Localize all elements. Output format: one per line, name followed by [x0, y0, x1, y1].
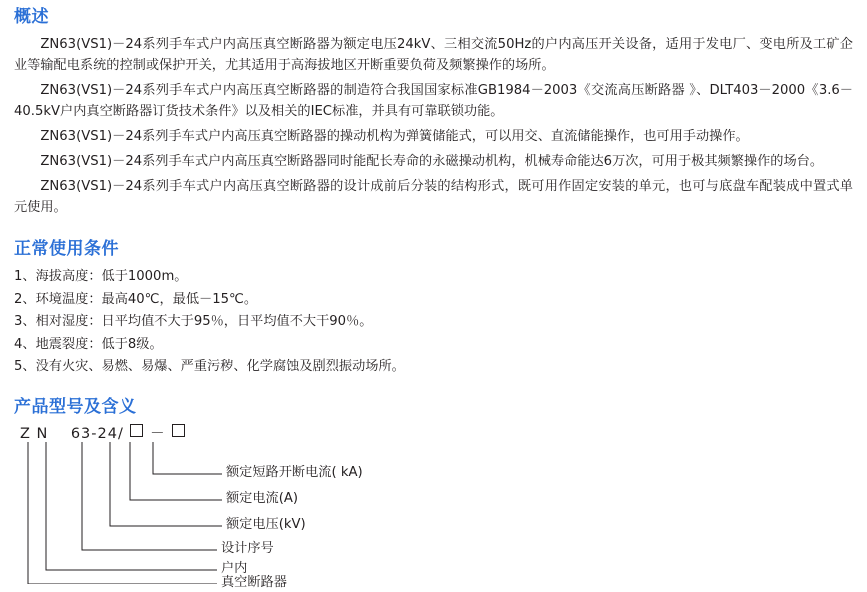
model-code-dash: －: [150, 425, 166, 442]
list-item: 3、相对湿度：日平均值不大于95％，日平均值不大干90％。: [14, 314, 373, 329]
model-code-prefix: Z N: [20, 425, 49, 442]
section-title-conditions: 正常使用条件: [14, 239, 119, 259]
list-item: 5、没有火灾、易燃、易爆、严重污秽、化学腐蚀及剧烈振动场所。: [14, 359, 405, 374]
model-legend-rated-voltage: 额定电压(kV): [226, 516, 306, 532]
overview-paragraph-4: ZN63(VS1)－24系列手车式户内高压真空断路器同时能配长寿命的永磁操动机构，机械寿命能达6万次，可用于极其频繁操作的场台。: [40, 154, 824, 169]
model-designation-diagram: [14, 424, 853, 590]
model-legend-design-serial-number: 设计序号: [221, 540, 274, 556]
overview-paragraph-5: ZN63(VS1)－24系列手车式户内高压真空断路器的设计成前后分装的结构形式，既可用作固定安装的单元，也可与底盘车配装成中置式单元使用。: [14, 179, 853, 215]
model-legend-rated-current: 额定电流(A): [226, 490, 299, 506]
model-legend-indoor: 户内: [221, 560, 248, 576]
overview-paragraph-2: ZN63(VS1)－24系列手车式户内高压真空断路器的制造符合我国国家标准GB1984－2003《交流高压断路器 》、DLT403－2000《3.6－40.5kV户内真空断路器订货技术条件》以及相关的IEC标准，并具有可靠联锁功能。: [14, 83, 853, 119]
list-item: 1、海拔高度：低于1000m。: [14, 269, 188, 284]
model-legend-vacuum-circuit-breaker: 真空断路器: [221, 574, 287, 590]
list-item: 4、地震裂度：低于8级。: [14, 336, 163, 352]
conditions-list: [14, 266, 853, 378]
overview-paragraph-3: ZN63(VS1)－24系列手车式户内高压真空断路器的操动机构为弹簧储能式，可以用交、直流储能操作，也可用手动操作。: [40, 129, 749, 144]
model-code-middle: 63-24/: [70, 425, 124, 442]
model-legend-rated-short-circuit-breaking-current: 额定短路开断电流( kA): [226, 464, 363, 480]
section-title-overview: 概述: [14, 7, 49, 27]
overview-paragraph-1: ZN63(VS1)－24系列手车式户内高压真空断路器为额定电压24kV、三相交流50Hz的户内高压开关设备，适用于发电厂、变电所及工矿企业等输配电系统的控制或保护开关，尤其适用于高海拔地区开断重要负荷及频繁操作的场所。: [14, 37, 853, 73]
section-title-model: 产品型号及含义: [14, 396, 137, 417]
list-item: 2、环境温度：最高40℃，最低－15℃。: [14, 291, 258, 307]
